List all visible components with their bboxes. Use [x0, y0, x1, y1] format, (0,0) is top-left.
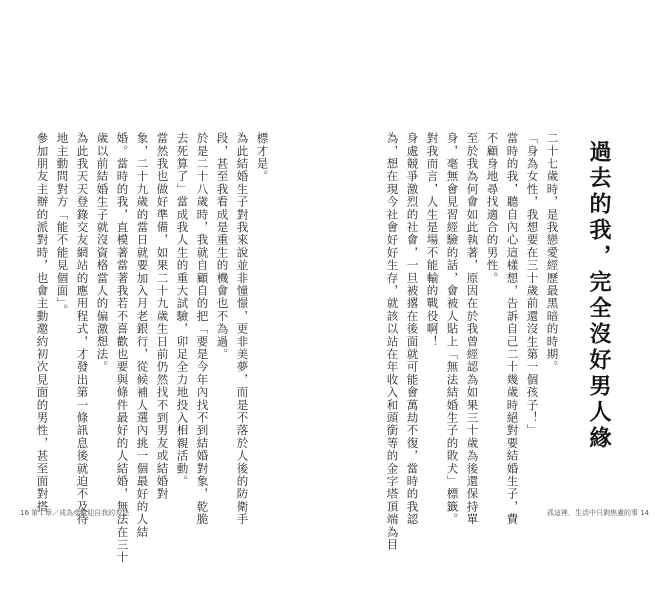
text-column: 至於我為何會如此執著，原因在於我曾經認為如果三十歲為後還保持單	[465, 132, 480, 526]
text-column: 為此我天天登錄交友網站的應用程式，才發出第一條訊息後就迫不及待	[75, 132, 90, 526]
text-column: 當時的我，聽自內心這樣想，告訴自己二十幾歲時絕對要結婚生子，費	[505, 132, 520, 526]
text-column: 地主動問對方「能不能見個面」。	[55, 132, 70, 317]
text-column: 去死算了」當成我人生的重大試驗，卯足全力地投入相親活動。	[175, 132, 190, 488]
text-column: 標才是。	[255, 132, 270, 183]
text-column: 為，想在現今社會好好生存，就該以站在年收入和頭銜等的金字塔頂端為目	[385, 132, 400, 552]
text-column: 當然我也做好準備，如果二十九歲生日前仍然找不到男友或結婚對	[155, 132, 170, 501]
page-footer: 孤這裡．生活中只剩焦慮的事 14	[547, 509, 650, 517]
text-column: 婚。當時的我，直模著當著我若不喜歡也要與條件最好的人結婚，無法在三十	[115, 132, 130, 564]
text-column: 段，甚至我看成是重生的機會也不為過。	[215, 132, 230, 361]
text-column: 不顧身地尋找適合的男性。	[485, 132, 500, 285]
text-column: 為此結婚生子對我來說並非憧憬，更非美夢，而是不落於人後的防衛手	[235, 132, 250, 526]
text-column: 「身為女性，我想要在三十歲前還沒生第一個孩子！」	[525, 132, 540, 437]
text-column: 對我而言，人生是場不能輸的戰役啊！	[425, 132, 440, 348]
text-column: 參加朋友主辦的派對時，也會主動邀約初次見面的男性，甚至面對搭	[35, 132, 50, 513]
text-column: 身處競爭激烈的社會，一旦被撂在後面就可能會萬劫不復，當時的我認	[405, 132, 420, 526]
text-column: 歲以前結婚生子就沒資格當人的偏激想法。	[95, 132, 110, 374]
page-footer: 16 第１章／成為受歡迎自我的方法	[20, 509, 130, 517]
text-column: 象，二十九歲的當日就要加入月老銀行，從候補人選內挑一個最好的人結	[135, 132, 150, 539]
text-column: 身，毫無會見習經驗的話，會被人貼上「無法結婚生子的敗犬」標籤。	[445, 132, 460, 526]
chapter-title: 過去的我，完全沒好男人緣	[586, 140, 612, 452]
text-column: 於是二十八歲時，我就自顧自的把「要是今年內找不到結婚對象，乾脆	[195, 132, 210, 526]
text-column: 二十七歲時，是我戀愛經歷最黑暗的時期。	[545, 132, 560, 374]
